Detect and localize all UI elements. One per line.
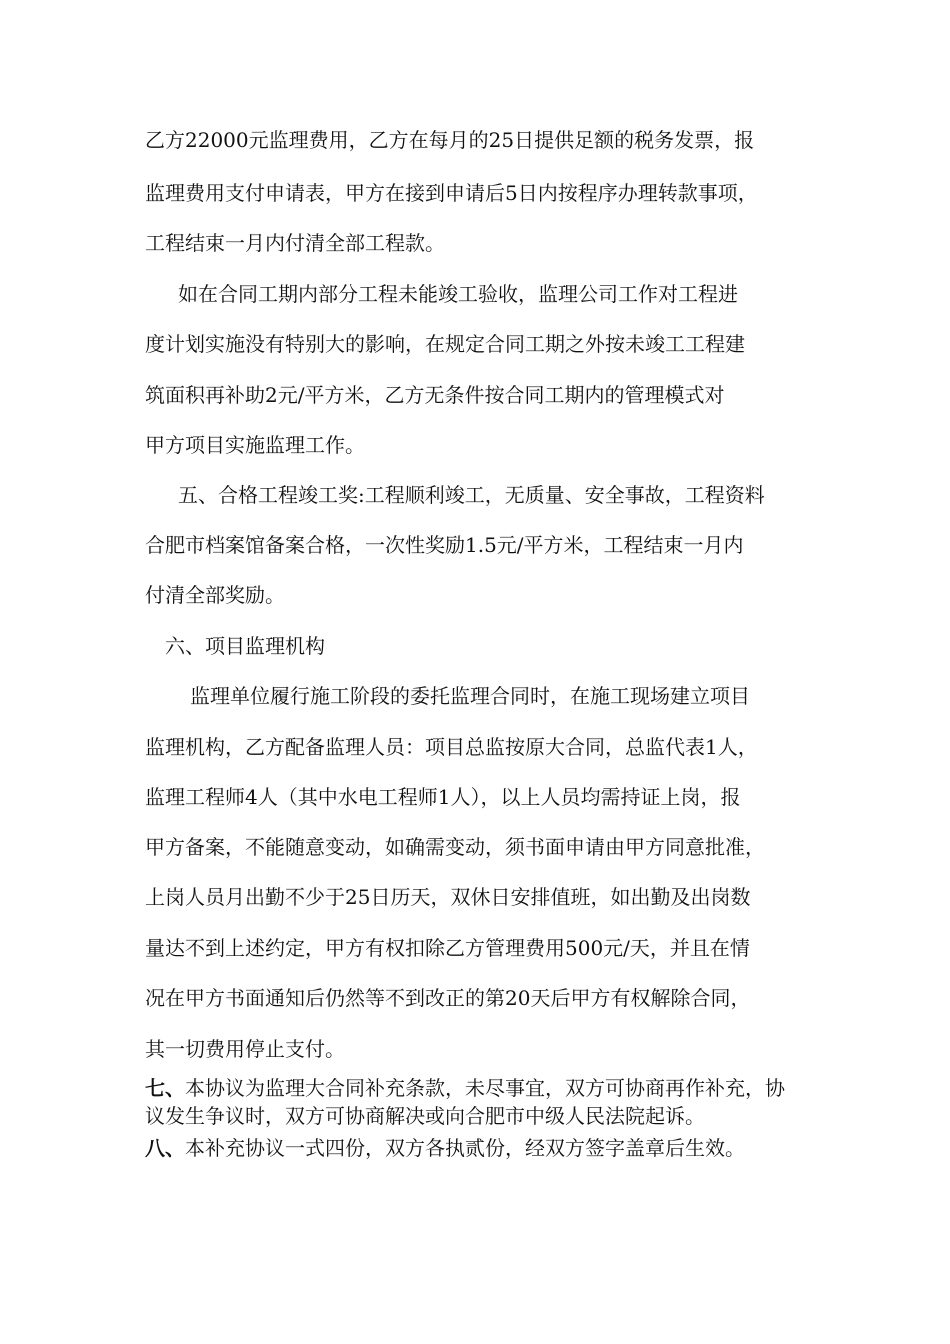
text-line-14: 监理工程师4人（其中水电工程师1人），以上人员均需持证上岗，报 <box>145 785 741 809</box>
text-line-7: 甲方项目实施监理工作。 <box>145 433 365 457</box>
text-line-5: 度计划实施没有特别大的影响，在规定合同工期之外按未竣工工程建 <box>145 332 745 356</box>
section-heading-6: 六、项目监理机构 <box>165 634 325 658</box>
clause-7-line-1 <box>145 1075 785 1101</box>
text-line-3: 工程结束一月内付清全部工程款。 <box>145 231 445 255</box>
text-line-16: 上岗人员月出勤不少于25日历天，双休日安排值班，如出勤及出岗数 <box>145 885 751 909</box>
text-line-17: 量达不到上述约定，甲方有权扣除乙方管理费用500元/天，并且在情 <box>145 936 750 960</box>
text-line-15: 甲方备案，不能随意变动，如确需变动，须书面申请由甲方同意批准， <box>145 835 765 859</box>
clause-8-number: 八、 <box>145 1136 185 1160</box>
text-line-12: 监理单位履行施工阶段的委托监理合同时，在施工现场建立项目 <box>190 684 750 708</box>
clause-8-line <box>145 1135 745 1161</box>
text-line-4: 如在合同工期内部分工程未能竣工验收，监理公司工作对工程进 <box>178 282 738 306</box>
text-line-8: 五、合格工程竣工奖:工程顺利竣工，无质量、安全事故，工程资料 <box>178 483 765 507</box>
text-line-18: 况在甲方书面通知后仍然等不到改正的第20天后甲方有权解除合同， <box>145 986 751 1010</box>
text-line-6: 筑面积再补助2元/平方米，乙方无条件按合同工期内的管理模式对 <box>145 383 725 407</box>
clause-7-line-2: 议发生争议时，双方可协商解决或向合肥市中级人民法院起诉。 <box>145 1104 705 1128</box>
text-line-2: 监理费用支付申请表，甲方在接到申请后5日内按程序办理转款事项， <box>145 181 758 205</box>
clause-8-text: 本补充协议一式四份，双方各执贰份，经双方签字盖章后生效。 <box>185 1136 745 1160</box>
clause-7-text: 本协议为监理大合同补充条款，未尽事宜，双方可协商再作补充，协 <box>185 1076 785 1100</box>
text-line-10: 付清全部奖励。 <box>145 583 285 607</box>
text-line-9: 合肥市档案馆备案合格，一次性奖励1.5元/平方米，工程结束一月内 <box>145 533 744 557</box>
text-line-19: 其一切费用停止支付。 <box>145 1037 345 1061</box>
text-line-1: 乙方22000元监理费用，乙方在每月的25日提供足额的税务发票，报 <box>145 128 755 152</box>
text-line-13: 监理机构，乙方配备监理人员：项目总监按原大合同，总监代表1人， <box>145 735 758 759</box>
clause-7-number: 七、 <box>145 1076 185 1100</box>
